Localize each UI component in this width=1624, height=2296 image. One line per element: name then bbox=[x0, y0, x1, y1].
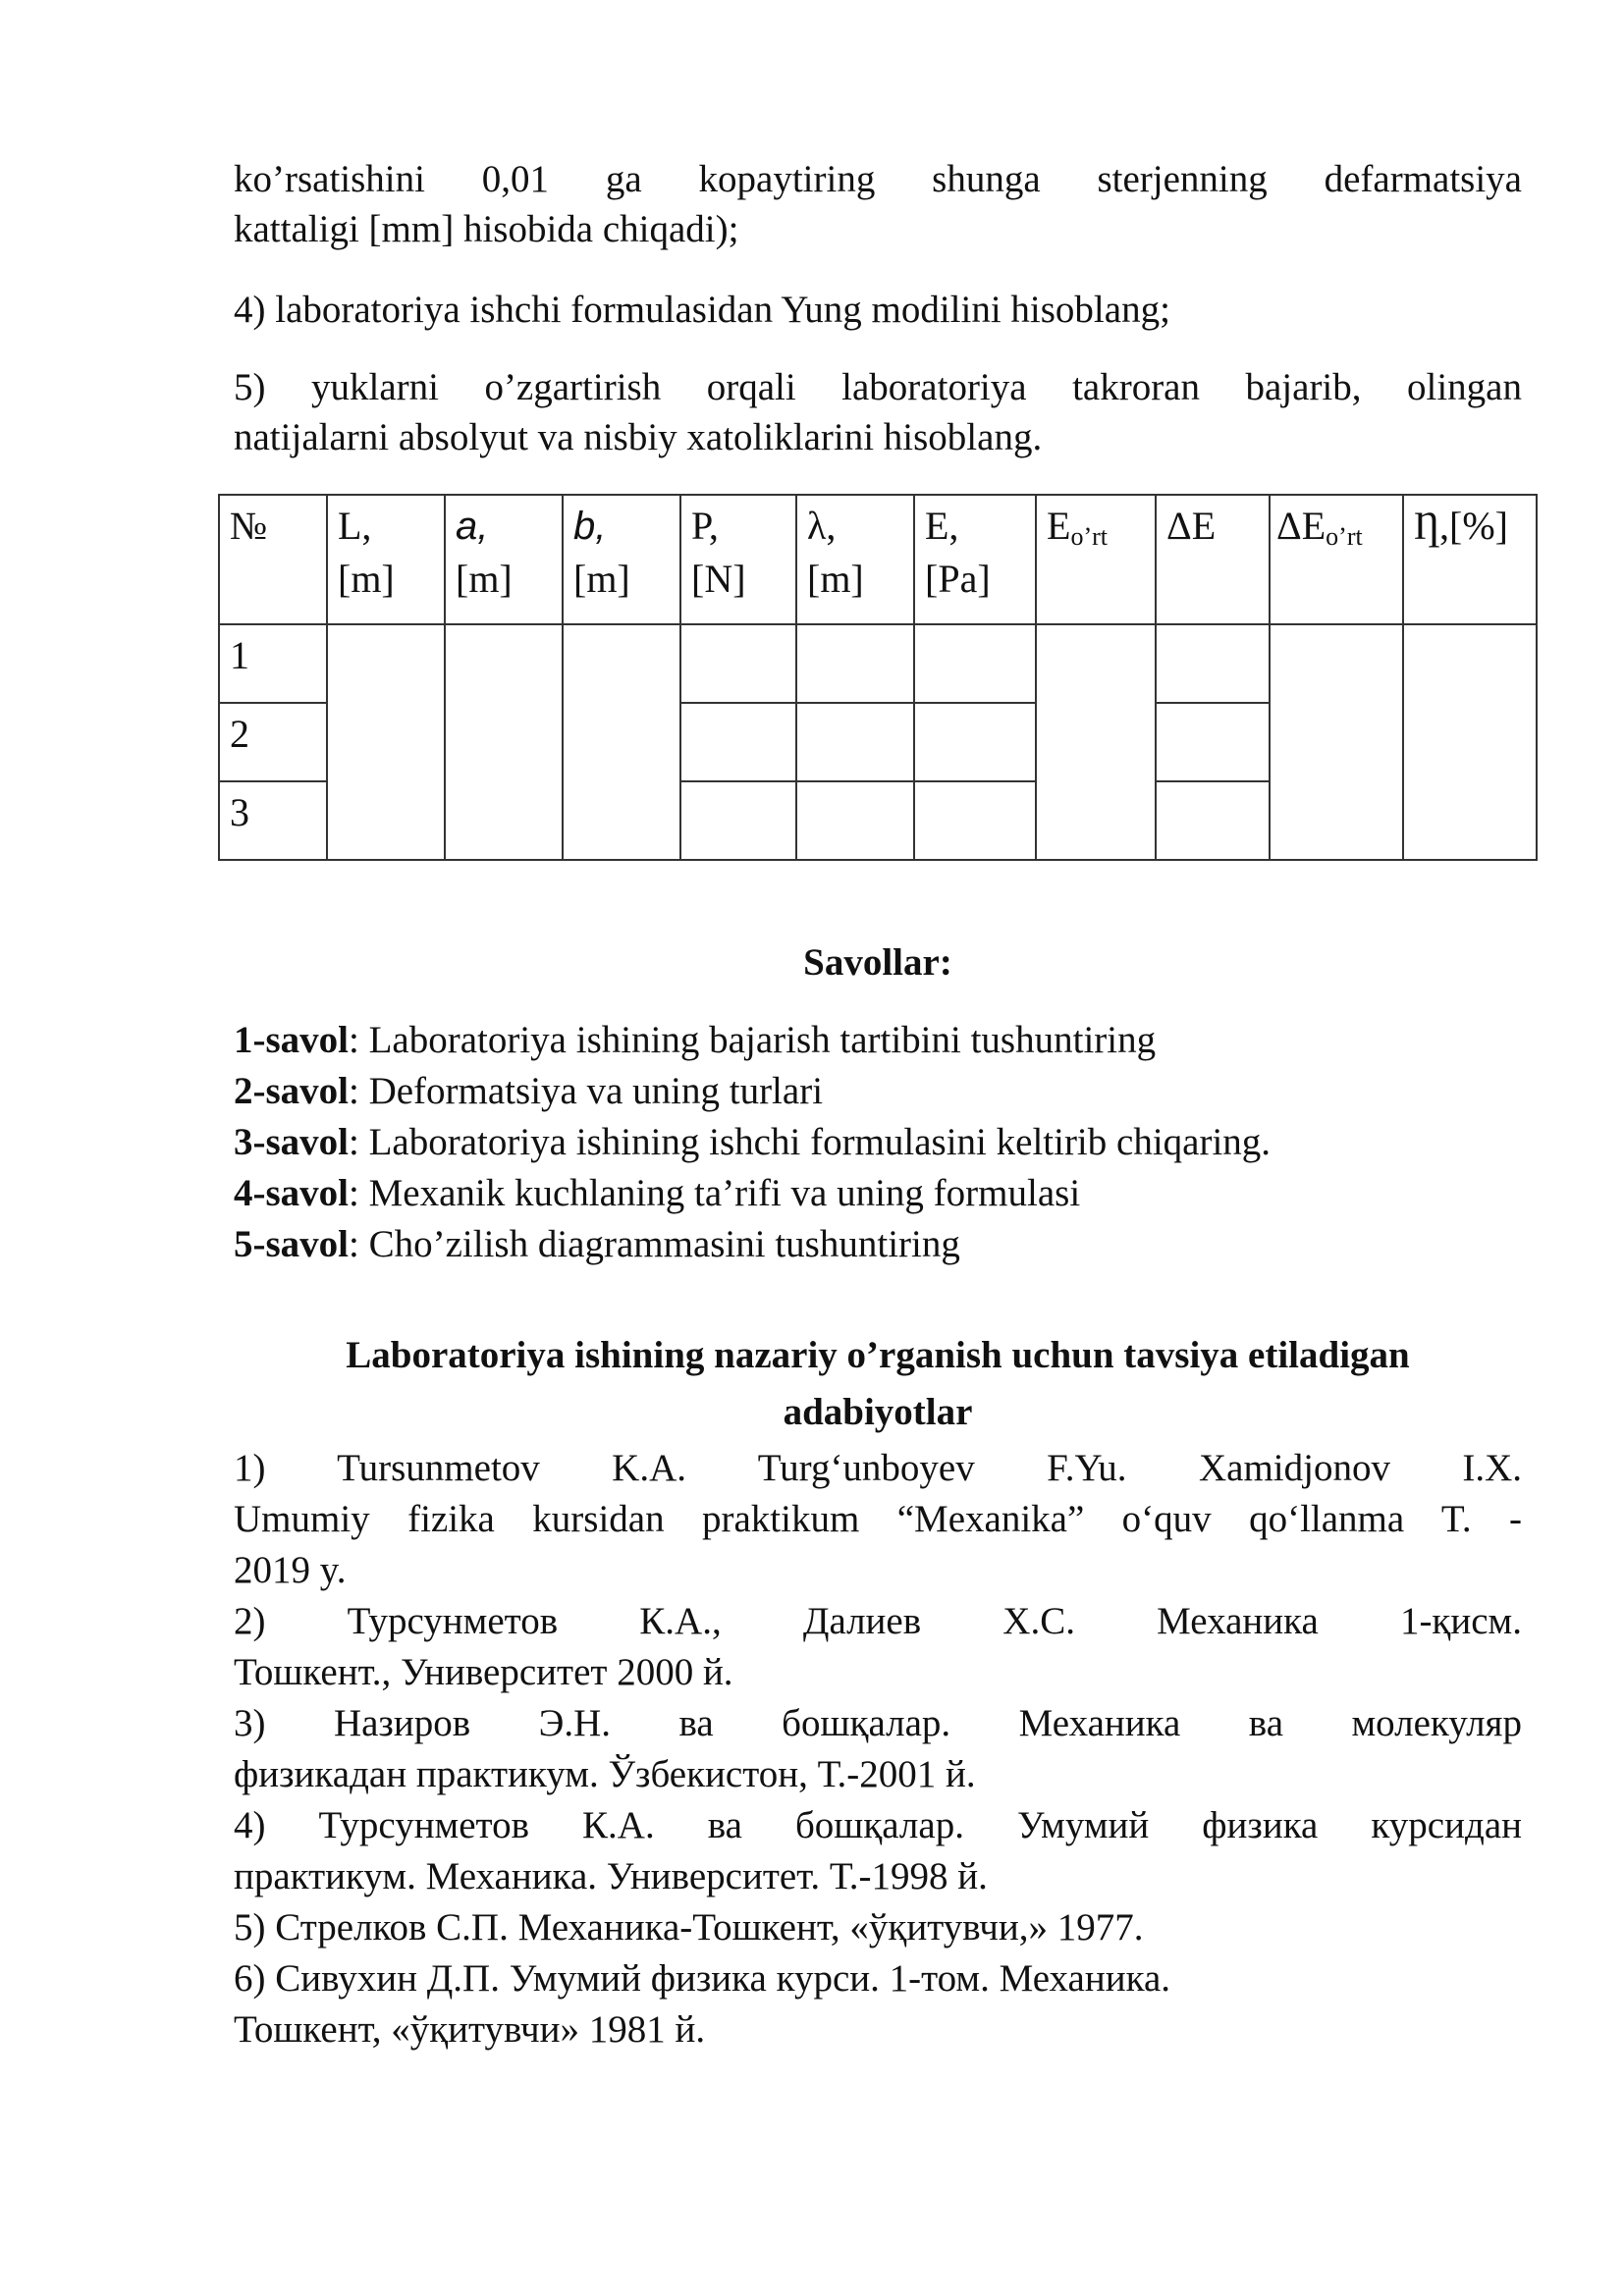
cell-P bbox=[680, 703, 796, 781]
header-E: E, [Pa] bbox=[914, 495, 1036, 624]
header-eta: Ƞ,[%] bbox=[1403, 495, 1537, 624]
intro-line-1: ko’rsatishini 0,01 ga kopaytiring shunga sterjenning defarmatsiya bbox=[234, 158, 1522, 200]
header-L: L, [m] bbox=[327, 495, 445, 624]
reference-line: практикум. Механика. Университет. Т.-1998 й. bbox=[234, 1855, 988, 1897]
list-item: 4-savol: Mexanik kuchlaning ta’rifi va uning formulasi bbox=[234, 1172, 1081, 1214]
header-b: b, [m] bbox=[563, 495, 680, 624]
cell-lambda bbox=[796, 624, 914, 703]
literature-title bbox=[234, 1327, 1522, 1441]
list-item: 3-savol: Laboratoriya ishining ishchi formulasini keltirib chiqaring. bbox=[234, 1121, 1272, 1163]
header-delta-E: ΔE bbox=[1156, 495, 1270, 624]
intro-line-2: kattaligi [mm] hisobida chiqadi); bbox=[234, 207, 739, 250]
cell-P bbox=[680, 624, 796, 703]
cell-eta bbox=[1403, 624, 1537, 860]
header-P: P, [N] bbox=[680, 495, 796, 624]
list-item: 5-savol: Cho’zilish diagrammasini tushuntiring bbox=[234, 1223, 960, 1265]
references-list bbox=[234, 1443, 1522, 2056]
step-4 bbox=[234, 286, 1522, 336]
list-item: 2-savol: Deformatsiya va uning turlari bbox=[234, 1070, 824, 1112]
reference-line: 4) Турсунметов К.А. ва бошқалар. Умумий физика курсидан bbox=[234, 1804, 1522, 1846]
table-row bbox=[219, 624, 1537, 703]
reference-line: 1) Tursunmetov K.A. Turg‘unboyev F.Yu. Xamidjonov I.X. bbox=[234, 1447, 1522, 1489]
step-5 bbox=[234, 363, 1522, 462]
questions-list bbox=[234, 1015, 1522, 1270]
header-a: a, [m] bbox=[445, 495, 563, 624]
reference-item bbox=[234, 1953, 1522, 2056]
reference-line: 2) Турсунметов К.А., Далиев Х.С. Механика 1-қисм. bbox=[234, 1600, 1522, 1642]
list-item: 1-savol: Laboratoriya ishining bajarish tartibini tushuntiring bbox=[234, 1019, 1157, 1061]
reference-item bbox=[234, 1596, 1522, 1698]
cell-b bbox=[563, 624, 680, 860]
cell-E bbox=[914, 624, 1036, 703]
literature-title-line-1: Laboratoriya ishining nazariy o’rganish uchun tavsiya etiladigan bbox=[346, 1334, 1410, 1376]
reference-item bbox=[234, 1902, 1522, 1953]
cell-E bbox=[914, 703, 1036, 781]
reference-line: 5) Стрелков С.П. Механика-Тошкент, «ўқитувчи,» 1977. bbox=[234, 1906, 1144, 1949]
table-header-row bbox=[219, 495, 1537, 624]
cell-lambda bbox=[796, 703, 914, 781]
step-5-line-1: 5) yuklarni o’zgartirish orqali laboratoriya takroran bajarib, olingan bbox=[234, 366, 1522, 408]
cell-delta-E bbox=[1156, 781, 1270, 860]
reference-line: Тошкент., Университет 2000 й. bbox=[234, 1651, 733, 1693]
questions-title bbox=[234, 938, 1522, 988]
reference-item bbox=[234, 1698, 1522, 1800]
reference-item bbox=[234, 1443, 1522, 1596]
cell-a bbox=[445, 624, 563, 860]
reference-line: 2019 y. bbox=[234, 1549, 347, 1591]
step-4-text: 4) laboratoriya ishchi formulasidan Yung modilini hisoblang; bbox=[234, 289, 1170, 331]
header-lambda: λ, [m] bbox=[796, 495, 914, 624]
cell-P bbox=[680, 781, 796, 860]
questions-title-text: Savollar: bbox=[803, 941, 952, 984]
cell-E-mean bbox=[1036, 624, 1156, 860]
cell-delta-E bbox=[1156, 703, 1270, 781]
cell-delta-E-mean bbox=[1270, 624, 1403, 860]
reference-line: 6) Сивухин Д.П. Умумий физика курси. 1-том. Механика. bbox=[234, 1957, 1171, 2000]
literature-title-line-2: adabiyotlar bbox=[783, 1391, 973, 1433]
header-delta-E-mean: $\Delta E_{o’rt}$ bbox=[1270, 495, 1403, 624]
row-number: 3 bbox=[219, 781, 327, 860]
row-number: 2 bbox=[219, 703, 327, 781]
header-number: № bbox=[219, 495, 327, 624]
intro-paragraph bbox=[234, 155, 1522, 254]
step-5-line-2: natijalarni absolyut va nisbiy xatoliklarini hisoblang. bbox=[234, 415, 1043, 458]
reference-line: 3) Назиров Э.Н. ва бошқалар. Механика ва молекуляр bbox=[234, 1702, 1522, 1744]
cell-lambda bbox=[796, 781, 914, 860]
reference-line: физикадан практикум. Ўзбекистон, Т.-2001 й. bbox=[234, 1753, 976, 1795]
reference-line: Umumiy fizika kursidan praktikum “Mexanika” o‘quv qo‘llanma T. - bbox=[234, 1498, 1522, 1540]
reference-line: Тошкент, «ўқитувчи» 1981 й. bbox=[234, 2008, 706, 2051]
cell-delta-E bbox=[1156, 624, 1270, 703]
reference-item bbox=[234, 1800, 1522, 1902]
cell-E bbox=[914, 781, 1036, 860]
cell-L bbox=[327, 624, 445, 860]
row-number: 1 bbox=[219, 624, 327, 703]
results-table bbox=[218, 494, 1538, 861]
header-E-mean: $E_{o’rt}$ bbox=[1036, 495, 1156, 624]
